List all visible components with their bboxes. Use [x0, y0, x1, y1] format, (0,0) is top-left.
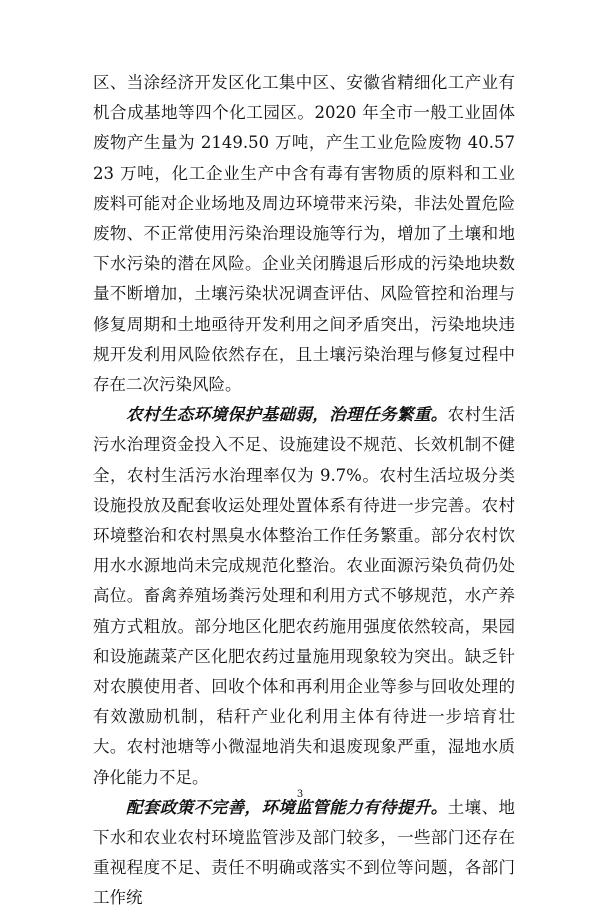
paragraph-text: 区、当涂经济开发区化工集中区、安徽省精细化工产业有机合成基地等四个化工园区。2020 年全市一般工业固体废物产生量为 2149.50 万吨，产生工业危险废物 40.5723 万吨，化工企业生产中含有毒有害物质的原料和工业废料可能对企业场地及周边环境带来污染，非法处置危险废物、不正常使用污染治理设施等行为，增加了土壤和地下水污染的潜在风险。企业关闭腾退后形成的污染地块数量不断增加，土壤污染状况调查评估、风险管控和治理与修复周期和土地亟待开发利用之间矛盾突出，污染地块违规开发利用风险依然存在，且土壤污染治理与修复过程中存在二次污染风险。 — [93, 73, 515, 395]
paragraph-industrial-pollution — [93, 68, 515, 400]
paragraph-text: 农村生活污水治理资金投入不足、设施建设不规范、长效机制不健全，农村生活污水治理率仅为 9.7%。农村生活垃圾分类设施投放及配套收运处理处置体系有待进一步完善。农村环境整治和农村黑臭水体整治工作任务繁重。部分农村饮用水水源地尚未完成规范化整治。农业面源污染负荷仍处高位。畜禽养殖场粪污处理和利用方式不够规范，水产养殖方式粗放。部分地区化肥农药施用强度依然较高，果园和设施蔬菜产区化肥农药过量施用现象较为突出。缺乏针对农膜使用者、回收个体和再利用企业等参与回收处理的有效激励机制，秸秆产业化利用主体有待进一步培育壮大。农村池塘等小微湿地消失和退废现象严重，湿地水质净化能力不足。 — [93, 405, 516, 787]
body-text — [93, 68, 515, 914]
paragraph-lead: 农村生态环境保护基础弱，治理任务繁重。 — [126, 405, 448, 425]
paragraph-rural-environment — [93, 400, 515, 793]
page-number: 3 — [296, 789, 304, 800]
paragraph-policy-supervision — [93, 793, 515, 914]
paragraph-text: 土壤、地下水和农业农村环境监管涉及部门较多，一些部门还存在重视程度不足、责任不明确或落实不到位等问题，各部门工作统 — [93, 797, 516, 908]
paragraph-lead: 配套政策不完善，环境监管能力有待提升。 — [126, 797, 448, 817]
